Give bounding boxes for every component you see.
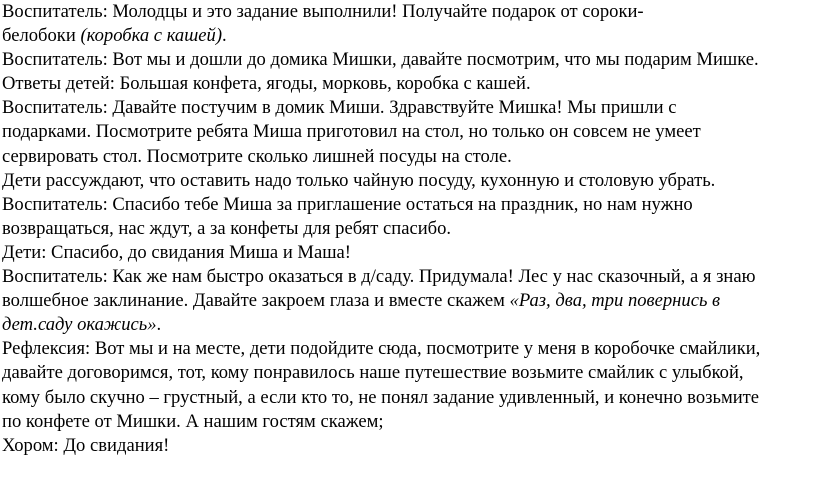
- text-line: [2, 265, 812, 289]
- text-line: [2, 337, 812, 361]
- text-line: [2, 193, 812, 217]
- text-run: Воспитатель: Как же нам быстро оказаться в д/саду. Придумала! Лес у нас сказочный, а я знаю: [2, 266, 756, 288]
- text-run: сервировать стол. Посмотрите сколько лишней посуды на столе.: [2, 145, 512, 167]
- text-run: Воспитатель: Молодцы и это задание выполнили! Получайте подарок от сороки-: [2, 1, 644, 22]
- text-run: Хором: До свидания!: [2, 434, 170, 456]
- italic-text-run: дет.саду окажись»: [2, 314, 157, 336]
- text-line: [2, 48, 812, 72]
- text-line: [2, 434, 812, 458]
- text-run: Дети рассуждают, что оставить надо только чайную посуду, кухонную и столовую убрать.: [2, 169, 716, 191]
- text-run: Рефлексия: Вот мы и на месте, дети подойдите сюда, посмотрите у меня в коробочке смайлики,: [2, 338, 761, 360]
- text-run: по конфете от Мишки. А нашим гостям скажем;: [2, 410, 384, 432]
- text-line: [2, 313, 812, 337]
- text-line: [2, 24, 812, 48]
- text-line: [2, 96, 812, 120]
- text-line: [2, 120, 812, 144]
- text-line: [2, 386, 812, 410]
- text-run: Воспитатель: Спасибо тебе Миша за приглашение остаться на праздник, но нам нужно: [2, 193, 693, 215]
- italic-text-run: «Раз, два, три повернись в: [509, 290, 721, 312]
- text-run: .: [222, 25, 227, 47]
- document-text: [2, 0, 812, 458]
- text-run: белобоки: [2, 25, 81, 47]
- text-run: Ответы детей: Большая конфета, ягоды, морковь, коробка с кашей.: [2, 73, 531, 95]
- text-run: давайте договоримся, тот, кому понравилось наше путешествие возьмите смайлик с улыбкой,: [2, 362, 744, 384]
- text-run: Дети: Спасибо, до свидания Миша и Маша!: [2, 241, 351, 263]
- text-run: Воспитатель: Давайте постучим в домик Миши. Здравствуйте Мишка! Мы пришли с: [2, 97, 677, 119]
- italic-text-run: (коробка с кашей): [80, 25, 223, 47]
- text-run: возвращаться, нас ждут, а за конфеты для ребят спасибо.: [2, 217, 452, 239]
- text-line: [2, 361, 812, 385]
- text-run: кому было скучно – грустный, а если кто то, не понял задание удивленный, и конечно возьмите: [2, 386, 760, 408]
- text-line: [2, 410, 812, 434]
- text-line: [2, 145, 812, 169]
- text-line: [2, 72, 812, 96]
- text-line: [2, 289, 812, 313]
- text-line: [2, 0, 812, 24]
- text-run: Воспитатель: Вот мы и дошли до домика Мишки, давайте посмотрим, что мы подарим Мишке.: [2, 49, 759, 71]
- text-line: [2, 217, 812, 241]
- text-run: подарками. Посмотрите ребята Миша приготовил на стол, но только он совсем не умеет: [2, 121, 701, 143]
- text-line: [2, 241, 812, 265]
- text-run: волшебное заклинание. Давайте закроем глаза и вместе скажем: [2, 290, 510, 312]
- text-line: [2, 169, 812, 193]
- text-run: .: [156, 314, 162, 336]
